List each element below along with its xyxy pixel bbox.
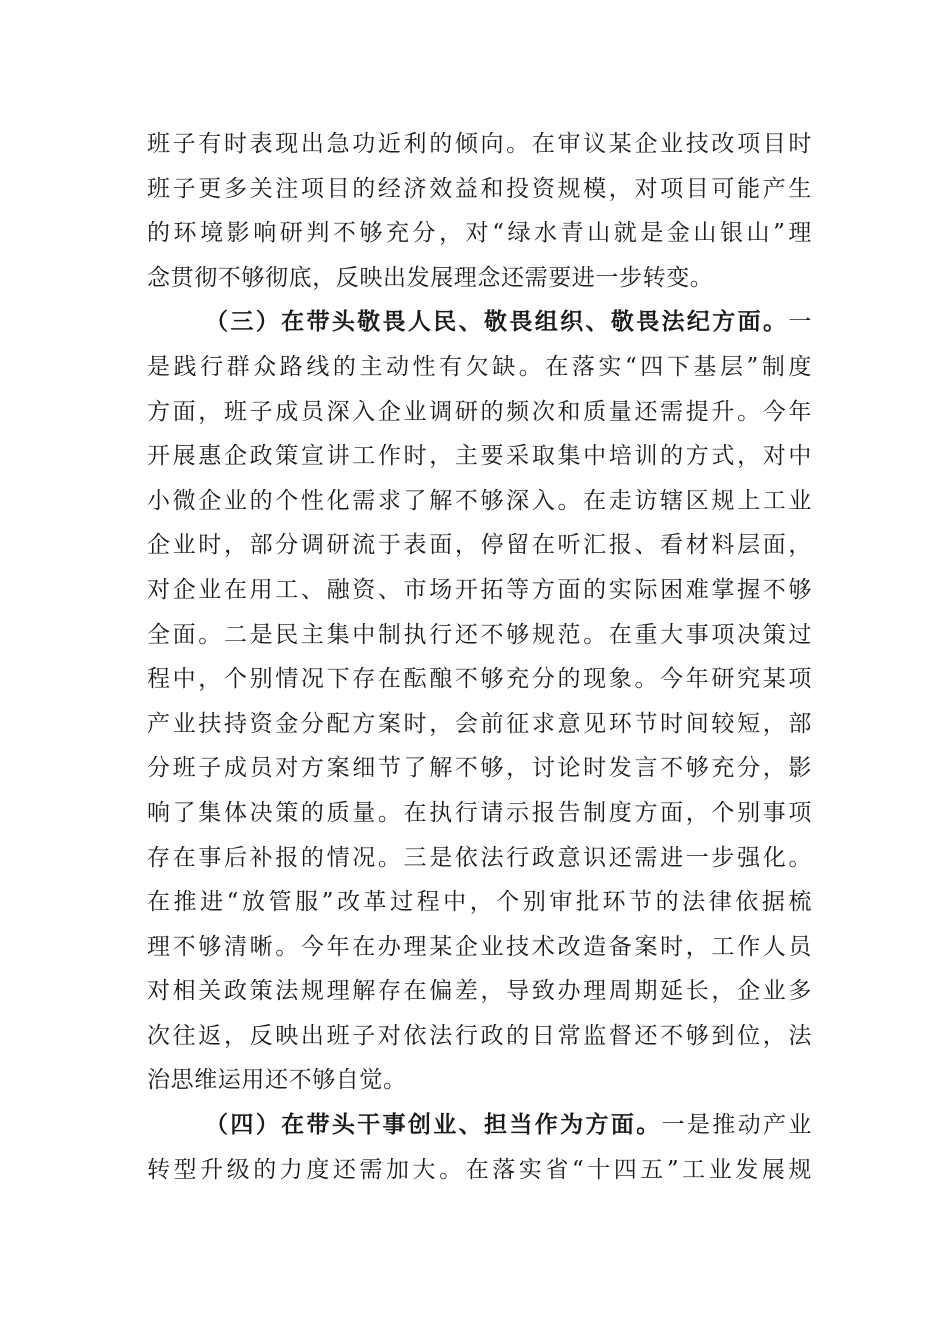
body-text: 方面，班子成员深入企业调研的频次和质量还需提升。今年 — [147, 398, 812, 425]
body-text: 分班子成员对方案细节了解不够，讨论时发言不够充分，影 — [147, 755, 812, 782]
body-text: 的环境影响研判不够充分，对“绿水青山就是金山银山”理 — [147, 220, 812, 247]
text-line — [147, 122, 812, 167]
text-line — [147, 613, 812, 658]
text-line — [147, 969, 812, 1014]
body-text: 程中，个别情况下存在酝酿不够充分的现象。今年研究某项 — [147, 666, 812, 693]
text-line — [147, 479, 812, 524]
text-line — [147, 746, 812, 791]
text-line — [147, 1014, 812, 1059]
text-line — [147, 791, 812, 836]
text-line — [147, 390, 812, 435]
text-line — [147, 434, 812, 479]
text-line — [147, 702, 812, 747]
body-text: 一 — [788, 309, 812, 336]
body-text: 次往返，反映出班子对依法行政的日常监督还不够到位，法 — [147, 1022, 812, 1049]
body-text: 企业时，部分调研流于表面，停留在听汇报、看材料层面， — [147, 532, 812, 559]
document-body — [147, 122, 812, 1192]
section-heading: （三）在带头敬畏人民、敬畏组织、敬畏法纪方面。 — [205, 308, 789, 336]
text-line — [147, 880, 812, 925]
body-text: 班子有时表现出急功近利的倾向。在审议某企业技改项目时 — [147, 131, 812, 157]
text-line — [147, 568, 812, 613]
text-line — [147, 211, 812, 256]
body-text: 一是推动产业 — [661, 1112, 812, 1139]
body-text: 班子更多关注项目的经济效益和投资规模，对项目可能产生 — [147, 175, 812, 202]
paragraph-heading-line — [147, 1103, 812, 1148]
body-text: 开展惠企政策宣讲工作时，主要采取集中培训的方式，对中 — [147, 443, 812, 470]
body-text: 响了集体决策的质量。在执行请示报告制度方面，个别事项 — [147, 799, 812, 826]
body-text: 是践行群众路线的主动性有欠缺。在落实“四下基层”制度 — [147, 353, 812, 380]
paragraph-heading-line — [147, 300, 812, 345]
body-text: 存在事后补报的情况。三是依法行政意识还需进一步强化。 — [147, 844, 812, 871]
body-text: 转型升级的力度还需加大。在落实省“十四五”工业发展规 — [147, 1156, 812, 1183]
text-line — [147, 523, 812, 568]
text-line — [147, 256, 812, 301]
body-text: 对相关政策法规理解存在偏差，导致办理周期延长，企业多 — [147, 978, 812, 1005]
body-text: 对企业在用工、融资、市场开拓等方面的实际困难掌握不够 — [147, 576, 812, 603]
body-text: 念贯彻不够彻底，反映出发展理念还需要进一步转变。 — [147, 264, 714, 291]
body-text: 理不够清晰。今年在办理某企业技术改造备案时，工作人员 — [147, 933, 812, 960]
text-line — [147, 345, 812, 390]
body-text: 产业扶持资金分配方案时，会前征求意见环节时间较短，部 — [147, 710, 812, 737]
body-text: 在推进“放管服”改革过程中，个别审批环节的法律依据梳 — [147, 889, 812, 916]
text-line — [147, 1058, 812, 1103]
text-line — [147, 657, 812, 702]
text-line — [147, 836, 812, 881]
text-line — [147, 925, 812, 970]
section-heading: （四）在带头干事创业、担当作为方面。 — [205, 1111, 662, 1139]
body-text: 全面。二是民主集中制执行还不够规范。在重大事项决策过 — [147, 621, 812, 648]
text-line — [147, 1148, 812, 1193]
body-text: 治思维运用还不够自觉。 — [147, 1067, 407, 1094]
text-line — [147, 167, 812, 212]
body-text: 小微企业的个性化需求了解不够深入。在走访辖区规上工业 — [147, 487, 812, 514]
